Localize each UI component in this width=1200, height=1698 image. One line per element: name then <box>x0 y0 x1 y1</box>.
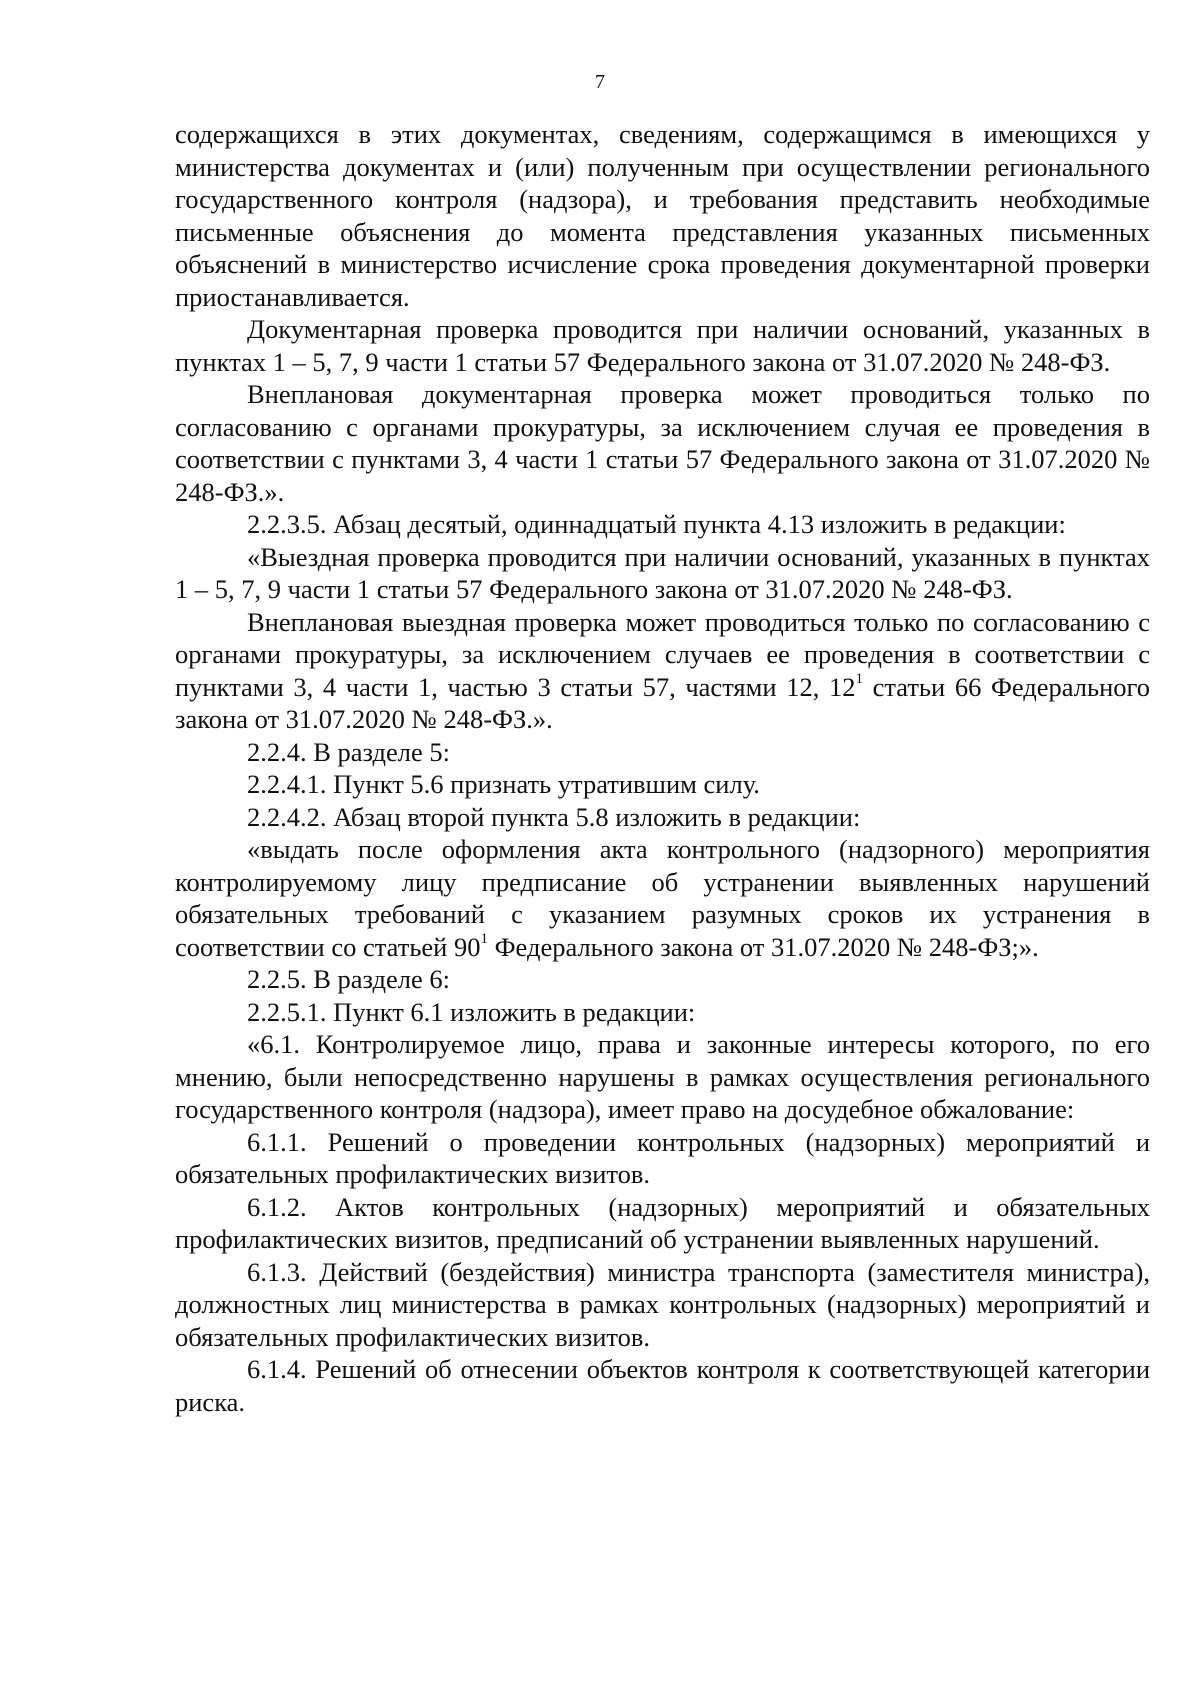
paragraph: 2.2.3.5. Абзац десятый, одиннадцатый пункта 4.13 изложить в редакции: <box>247 509 1066 539</box>
paragraph: 2.2.4.2. Абзац второй пункта 5.8 изложить в редакции: <box>247 801 861 832</box>
paragraph <box>175 833 1150 963</box>
paragraph-text: «выдать после оформления акта контрольного (надзорного) мероприятия контролируемому лицу предписание об устранении выявленных нарушений обязательных требований с указанием разумных сроков их устранения в соответствии со статьей 90 <box>175 834 1150 962</box>
page-number: 7 <box>595 71 605 93</box>
paragraph: 2.2.5.1. Пункт 6.1 изложить в редакции: <box>247 996 696 1027</box>
paragraph: 6.1.1. Решений о проведении контрольных (надзорных) мероприятий и обязательных профилактических визитов. <box>175 1126 1150 1189</box>
paragraph-text: статьи 66 Федерального закона от 31.07.2020 № 248-ФЗ.». <box>175 671 1150 734</box>
document-body <box>175 118 1150 1418</box>
paragraph: 2.2.5. В разделе 6: <box>247 964 451 994</box>
superscript: 1 <box>480 930 488 947</box>
paragraph: 6.1.2. Актов контрольных (надзорных) мероприятий и обязательных профилактических визитов, предписаний об устранении выявленных нарушений. <box>175 1191 1150 1254</box>
paragraph: 6.1.3. Действий (бездействия) министра транспорта (заместителя министра), должностных лиц министерства в рамках контрольных (надзорных) мероприятий и обязательных профилактических визитов. <box>175 1256 1150 1352</box>
paragraph: 2.2.4.1. Пункт 5.6 признать утратившим силу. <box>247 769 760 799</box>
paragraph: «Выездная проверка проводится при наличии оснований, указанных в пунктах 1 – 5, 7, 9 части 1 статьи 57 Федерального закона от 31.07.2020 № 248-ФЗ. <box>175 541 1150 604</box>
paragraph: 2.2.4. В разделе 5: <box>247 736 451 767</box>
paragraph: Внеплановая документарная проверка может проводиться только по согласованию с органами прокуратуры, за исключением случая ее проведения в соответствии с пунктами 3, 4 части 1 статьи 57 Федерального закона от 31.07.2020 № 248-ФЗ.». <box>175 379 1150 507</box>
paragraph-text: Федерального закона от 31.07.2020 № 248-ФЗ;». <box>487 931 1039 962</box>
paragraph: 6.1.4. Решений об отнесении объектов контроля к соответствующей категории риска. <box>175 1354 1150 1417</box>
superscript: 1 <box>855 670 863 687</box>
paragraph: содержащихся в этих документах, сведениям, содержащимся в имеющихся у министерства документах и (или) полученным при осуществлении регионального государственного контроля (надзора), и требования представить необходимые письменные объяснения до момента представления указанных письменных объяснений в министерство исчисление срока проведения документарной проверки приостанавливается. <box>175 119 1150 312</box>
paragraph: «6.1. Контролируемое лицо, права и законные интересы которого, по его мнению, были непосредственно нарушены в рамках осуществления регионального государственного контроля (надзора), имеет право на досудебное обжалование: <box>175 1029 1150 1124</box>
paragraph <box>175 606 1150 736</box>
paragraph: Документарная проверка проводится при наличии оснований, указанных в пунктах 1 – 5, 7, 9 части 1 статьи 57 Федерального закона от 31.07.2020 № 248-ФЗ. <box>175 314 1150 377</box>
paragraph-text: Внеплановая выездная проверка может проводиться только по согласованию с органами прокуратуры, за исключением случаев ее проведения в соответствии с пунктами 3, 4 части 1, частью 3 статьи 57, частями 12, 12 <box>175 606 1150 702</box>
